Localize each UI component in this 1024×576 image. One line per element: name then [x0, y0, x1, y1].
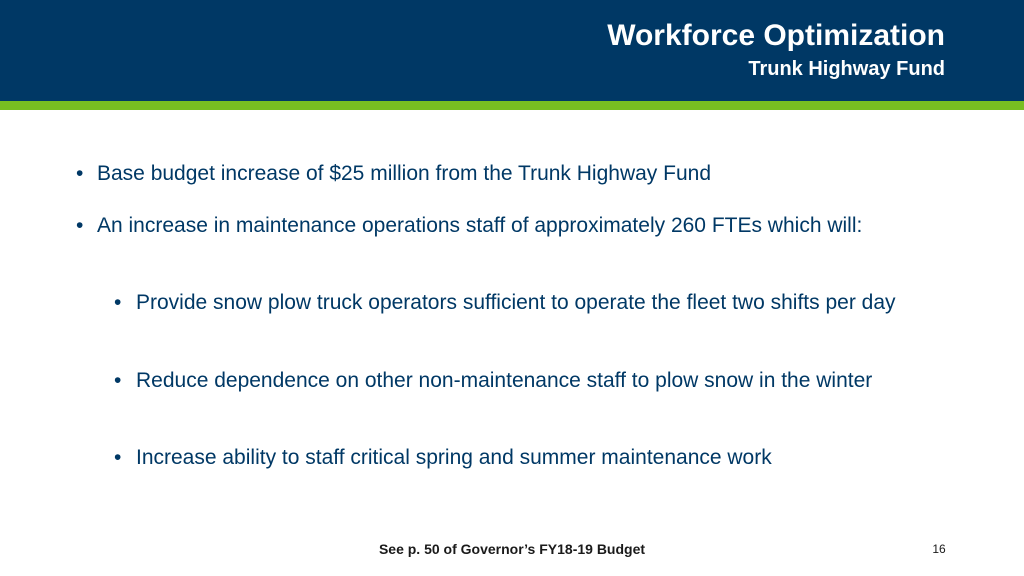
sub-bullet-text: Increase ability to staff critical spring and summer maintenance work: [136, 446, 772, 469]
sub-bullet-item: [114, 287, 934, 318]
bullet-dot: •: [114, 291, 122, 314]
bullet-text: Base budget increase of $25 million from the Trunk Highway Fund: [97, 162, 711, 185]
sub-bullet-text: Reduce dependence on other non-maintenance staff to plow snow in the winter: [136, 369, 873, 392]
sub-bullet-item: [114, 442, 934, 473]
sub-bullet-item: [114, 365, 934, 396]
slide-subtitle: Trunk Highway Fund: [748, 58, 945, 80]
bullet-text: An increase in maintenance operations staff of approximately 260 FTEs which will:: [97, 214, 863, 237]
footer-note: See p. 50 of Governor’s FY18-19 Budget: [378, 541, 646, 557]
slide-title: Workforce Optimization: [607, 19, 945, 52]
bullet-dot: •: [114, 446, 122, 469]
bullet-item: [76, 210, 926, 241]
sub-bullet-text: Provide snow plow truck operators sufficient to operate the fleet two shifts per day: [136, 291, 896, 314]
bullet-dot: •: [114, 369, 122, 392]
page-number: 16: [932, 542, 946, 556]
bullet-item: [76, 158, 926, 189]
bullet-dot: •: [76, 162, 84, 185]
bullet-dot: •: [76, 214, 84, 237]
